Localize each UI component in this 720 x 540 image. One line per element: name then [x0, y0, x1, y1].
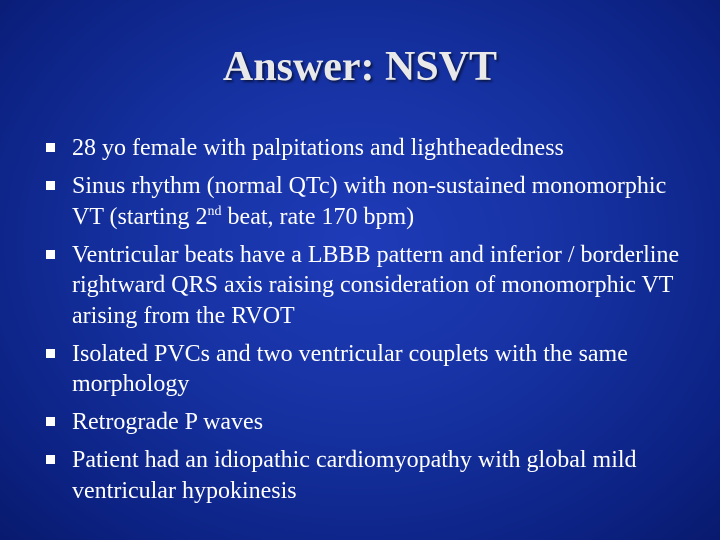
bullet-text-part: Sinus rhythm (normal QTc) with non-sustained monomorphic VT (starting 2 [72, 173, 667, 230]
square-bullet-icon [46, 143, 55, 152]
square-bullet-icon [46, 455, 55, 464]
bullet-item [46, 407, 686, 438]
slide-title: Answer: NSVT [222, 44, 498, 90]
bullet-text: Isolated PVCs and two ventricular couplets with the same morphology [72, 340, 628, 397]
bullet-item [46, 133, 686, 164]
bullet-text: Ventricular beats have a LBBB pattern and inferior / borderline rightward QRS axis raising consideration of monomorphic VT arising from the RVOT [72, 241, 680, 329]
square-bullet-icon [46, 349, 55, 358]
bullet-text-part: beat, rate 170 bpm) [221, 203, 415, 230]
square-bullet-icon [46, 417, 55, 426]
square-bullet-icon [46, 250, 55, 259]
bullet-text [72, 173, 666, 230]
bullet-text: Retrograde P waves [72, 409, 264, 435]
ordinal-superscript: nd [207, 203, 222, 219]
square-bullet-icon [46, 181, 55, 190]
bullet-item [46, 445, 686, 506]
bullet-item [46, 240, 686, 332]
bullet-text: 28 yo female with palpitations and lightheadedness [72, 135, 564, 161]
bullet-text: Patient had an idiopathic cardiomyopathy with global mild ventricular hypokinesis [72, 447, 637, 504]
bullet-item [46, 171, 686, 232]
bullet-item [46, 339, 686, 400]
bullet-list [46, 133, 686, 514]
